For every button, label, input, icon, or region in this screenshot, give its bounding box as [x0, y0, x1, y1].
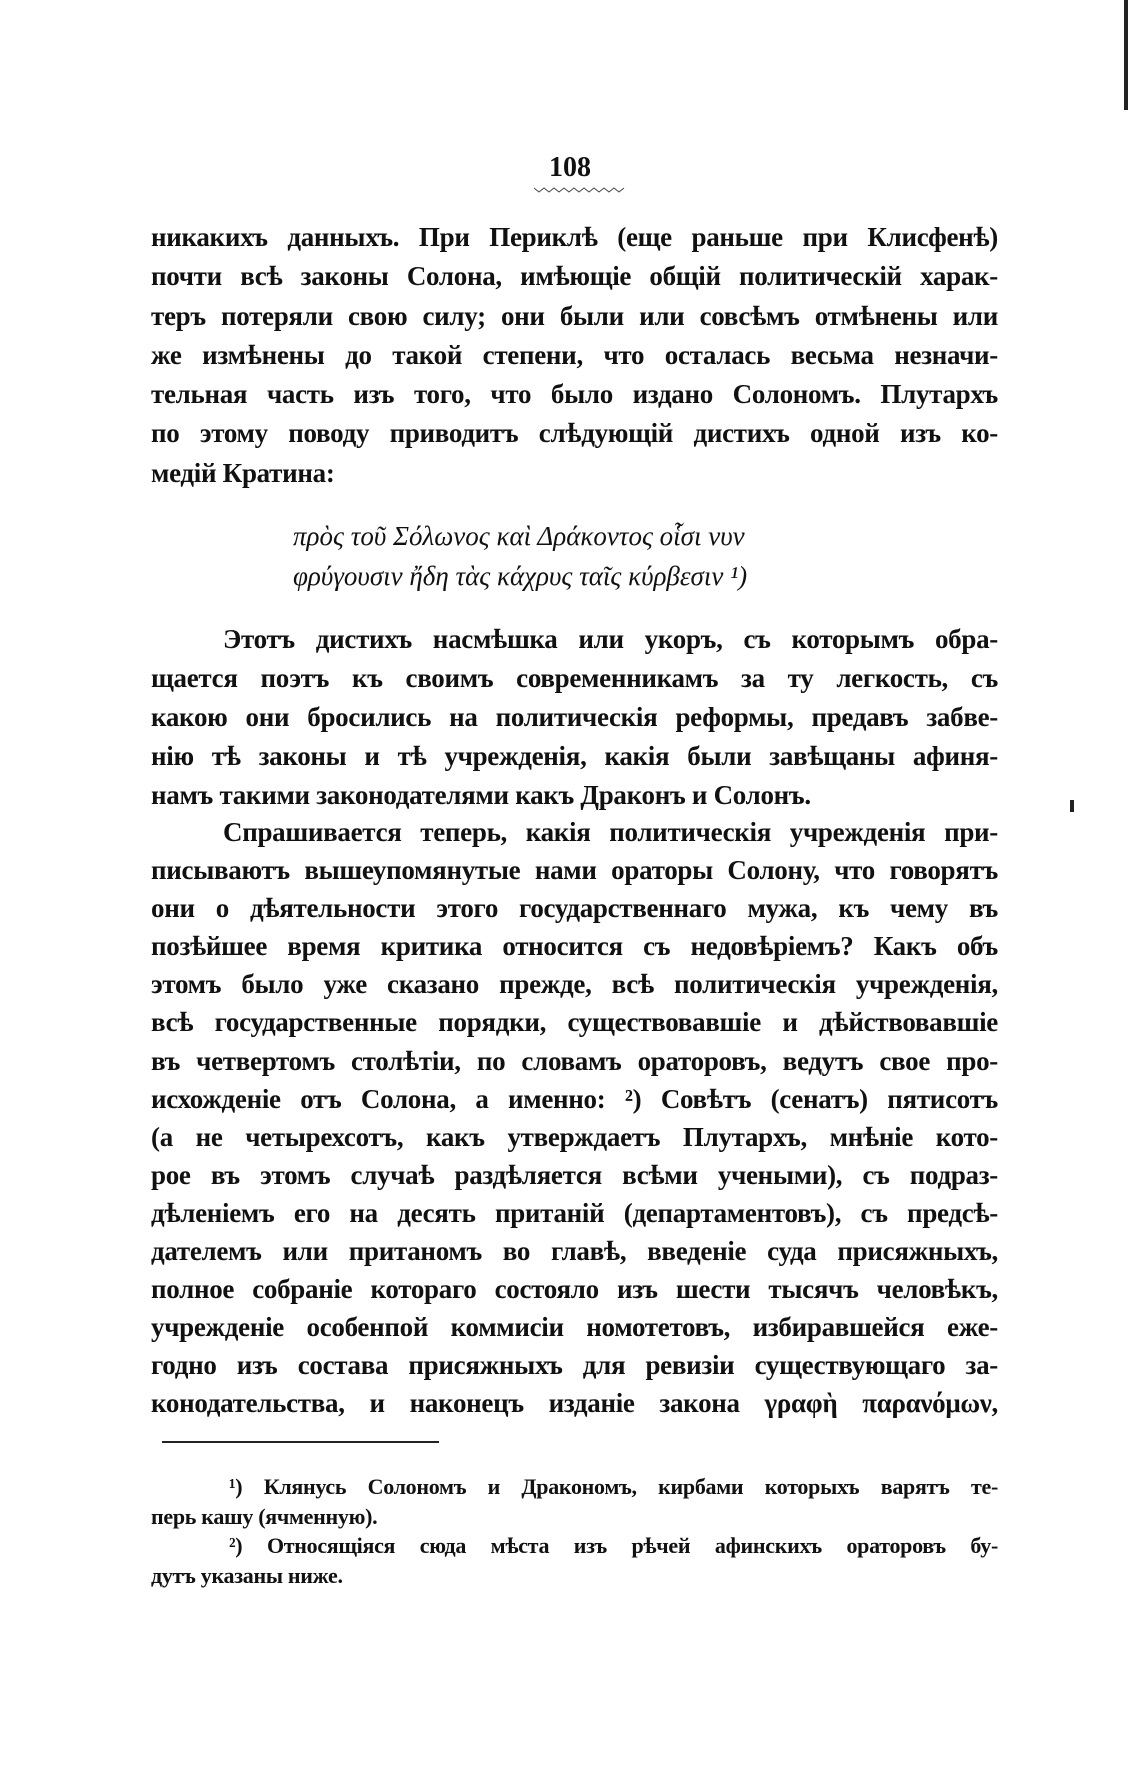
text-line: рое въ этомъ случаѣ раздѣляется всѣми учеными), съ подраз- [151, 1159, 998, 1190]
text-line: дѣленіемъ его на десять пританій (департаментовъ), съ предсѣ- [151, 1197, 998, 1228]
text-line: тельная часть изъ того, что было издано Солономъ. Плутархъ [151, 379, 998, 410]
text-line: дателемъ или пританомъ во главѣ, введеніе суда присяжныхъ, [151, 1236, 998, 1267]
text-line: писываютъ вышеупомянутые нами ораторы Солону, что говорятъ [151, 855, 998, 886]
text-line: теръ потеряли свою силу; они были или совсѣмъ отмѣнены или [151, 300, 998, 331]
text-line: почти всѣ законы Солона, имѣющіе общій политическій харак- [151, 261, 998, 292]
scan-edge-mark [1070, 800, 1074, 812]
text-line: нію тѣ законы и тѣ учрежденія, какія были завѣщаны афиня- [151, 741, 998, 771]
text-line: исхожденіе отъ Солона, а именно: ²) Совѣтъ (сенатъ) пятисотъ [151, 1083, 998, 1114]
paragraph-3 [151, 813, 998, 1423]
text-line: этомъ было уже сказано прежде, всѣ политическія учрежденія, [151, 969, 998, 1000]
text-line: учрежденіе особенпой коммисіи номотетовъ, избиравшейся еже- [151, 1312, 998, 1343]
text-line: перь кашу (ячменную). [151, 1503, 378, 1529]
text-line: по этому поводу приводитъ слѣдующій дистихъ одной изъ ко- [151, 418, 998, 449]
text-line: φρύγουσιν ἤδη τὰς κάχρυς ταῖς κύρβεσιν ¹) [293, 561, 748, 591]
page-number: 108 [549, 152, 591, 183]
paragraph-2 [151, 620, 998, 815]
text-line: какою они бросились на политическія реформы, предавъ забве- [151, 702, 998, 732]
text-line: дутъ указаны ниже. [151, 1562, 343, 1588]
text-line: они о дѣятельности этого государственнаго мужа, къ чему въ [151, 893, 998, 924]
text-line: Этотъ дистихъ насмѣшка или укоръ, съ которымъ обра- [223, 624, 998, 654]
footnotes [151, 1472, 998, 1590]
text-line: же измѣнены до такой степени, что осталась весьма незначи- [151, 339, 998, 370]
page-number-ornament [534, 186, 626, 194]
text-line: годно изъ состава присяжныхъ для ревизіи существующаго за- [151, 1350, 998, 1381]
text-line: ²) Относящіяся сюда мѣста изъ рѣчей афинскихъ ораторовъ бу- [229, 1533, 998, 1558]
text-line: полное собраніе котораго состояло изъ шести тысячъ человѣкъ, [151, 1274, 998, 1305]
text-line: конодательства, и наконецъ изданіе закона γραφὴ παρανόμων, [151, 1388, 998, 1419]
text-line: щается поэтъ къ своимъ современникамъ за ту легкость, съ [151, 663, 998, 693]
text-line: всѣ государственные порядки, существовавшіе и дѣйствовавшіе [151, 1007, 998, 1038]
text-line: медій Кратина: [151, 457, 335, 488]
paragraph-1 [151, 218, 998, 493]
footnote-separator [162, 1441, 439, 1443]
text-line: позѣйшее время критика относится съ недовѣріемъ? Какъ объ [151, 931, 998, 962]
text-line: въ четвертомъ столѣтіи, по словамъ ораторовъ, ведутъ свое про- [151, 1045, 998, 1076]
text-line: ¹) Клянусь Солономъ и Дракономъ, кирбами которыхъ варятъ те- [229, 1474, 998, 1499]
text-line: никакихъ данныхъ. При Периклѣ (еще раньше при Клисфенѣ) [151, 222, 998, 252]
text-line: (а не четырехсотъ, какъ утверждаетъ Плутархъ, мнѣніе кото- [151, 1121, 998, 1152]
text-line: Спрашивается теперь, какія политическія учрежденія при- [223, 817, 998, 847]
scan-edge-mark [1124, 0, 1128, 110]
text-line: πρὸς τοῦ Σόλωνος καὶ Δράκοντος οἷσι νυν [293, 521, 745, 551]
greek-verse [293, 516, 893, 596]
text-line: намъ такими законодателями какъ Драконъ и Солонъ. [151, 780, 811, 810]
